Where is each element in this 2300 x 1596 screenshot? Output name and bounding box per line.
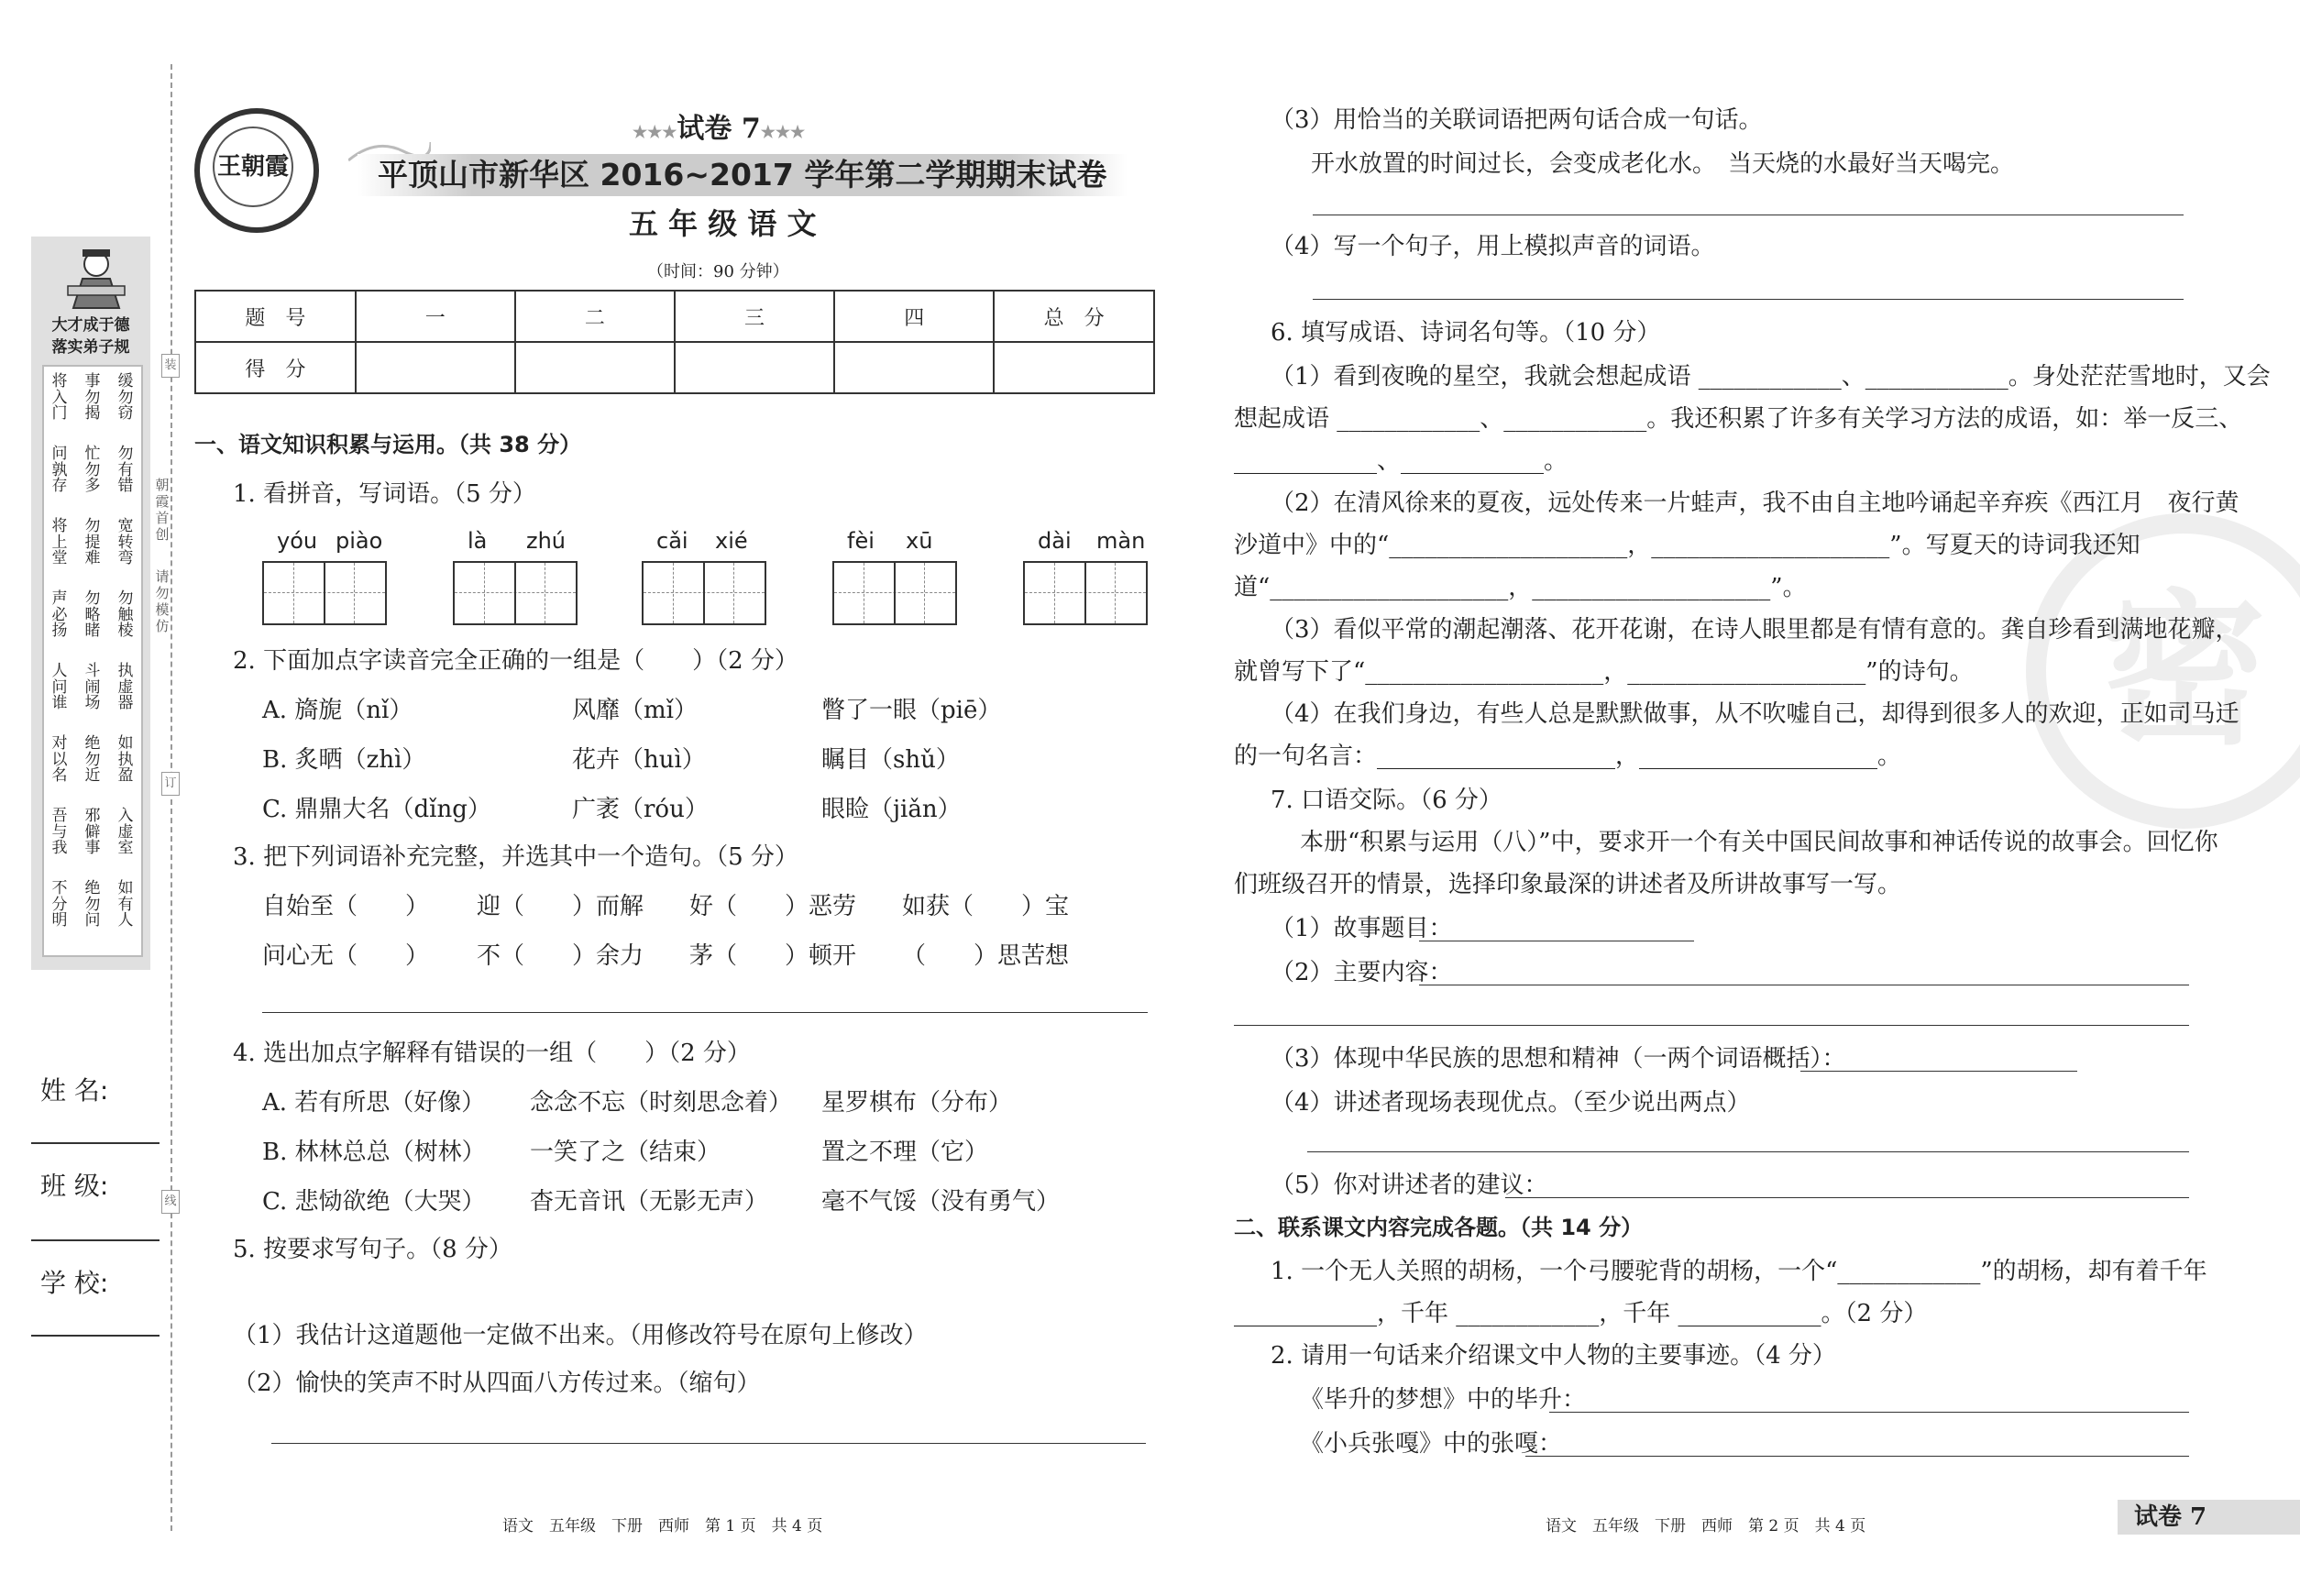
score-header-cell: 二 bbox=[515, 291, 675, 342]
motto-column: 问孰存 bbox=[51, 445, 68, 495]
motto-column: 忙勿多 bbox=[84, 445, 101, 495]
writing-grid[interactable] bbox=[1023, 561, 1148, 625]
pinyin-syllable: dài bbox=[1038, 528, 1072, 554]
q4-option: C. 悲恸欲绝（大哭） bbox=[262, 1188, 486, 1216]
motto-column: 人问谁 bbox=[51, 662, 68, 712]
q7-2-answer-line-2[interactable] bbox=[1234, 1025, 2189, 1026]
side-note-1: 朝霞首创 bbox=[155, 477, 170, 543]
q3-item: 问心无（ ） bbox=[262, 942, 430, 970]
writing-grid[interactable] bbox=[642, 561, 766, 625]
question-5-2: （2）愉快的笑声不时从四面八方传过来。（缩句） bbox=[233, 1370, 761, 1397]
binding-mark-3: 线 bbox=[161, 1190, 180, 1214]
motto-column: 不分明 bbox=[51, 879, 68, 930]
q3-item: 好（ ）恶劳 bbox=[689, 893, 857, 920]
q6-1-line-b: 想起成语 ____________、____________。我还积累了许多有关学习方法的成语，如：举一反三、 bbox=[1234, 405, 2243, 433]
motto-column: 声必扬 bbox=[51, 589, 68, 640]
s2-q2-2-answer-line[interactable] bbox=[1525, 1456, 2189, 1457]
motto-column: 缓勿窃 bbox=[117, 372, 134, 423]
motto-column: 如执盈 bbox=[117, 734, 134, 785]
q7-3-answer-line[interactable] bbox=[1800, 1071, 2077, 1072]
motto-column: 绝勿问 bbox=[84, 879, 101, 930]
question-2: 2. 下面加点字读音完全正确的一组是（ ）（2 分） bbox=[233, 647, 798, 675]
score-cell[interactable] bbox=[834, 342, 994, 393]
q3-item: 如获（ ）宝 bbox=[902, 893, 1070, 920]
q7-intro-a: 本册“积累与运用（八）”中，要求开一个有关中国民间故事和神话传说的故事会。回忆你 bbox=[1300, 829, 2218, 856]
motto-column: 执虚器 bbox=[117, 662, 134, 712]
writing-grid[interactable] bbox=[832, 561, 957, 625]
s2-q2-1-answer-line[interactable] bbox=[1549, 1412, 2189, 1413]
q6-1-line-c: ____________、____________。 bbox=[1234, 447, 1568, 475]
q4-option: 念念不忘（时刻思念着） bbox=[530, 1089, 793, 1117]
motto-column: 如有人 bbox=[117, 879, 134, 930]
writing-grid[interactable] bbox=[262, 561, 387, 625]
publisher-logo: 王朝霞 bbox=[194, 108, 319, 233]
q7-3: （3）体现中华民族的思想和精神（一两个词语概括）： bbox=[1271, 1045, 1846, 1073]
pinyin-syllable: zhú bbox=[526, 528, 567, 554]
q3-item: 迎（ ）而解 bbox=[477, 893, 644, 920]
s2-question-2: 2. 请用一句话来介绍课文中人物的主要事迹。（4 分） bbox=[1271, 1342, 1836, 1370]
binding-mark-1: 装 bbox=[161, 354, 180, 378]
question-7: 7. 口语交际。（6 分） bbox=[1271, 787, 1502, 814]
motto-table bbox=[42, 365, 143, 957]
q4-option: A. 若有所思（好像） bbox=[262, 1089, 486, 1117]
exam-time: （时间：90 分钟） bbox=[647, 262, 789, 281]
motto-column: 对以名 bbox=[51, 734, 68, 785]
motto-column: 将上堂 bbox=[51, 517, 68, 567]
q7-5: （5）你对讲述者的建议： bbox=[1271, 1172, 1548, 1199]
q2-option-b-1: B. 炙晒（zhì） bbox=[262, 746, 426, 774]
motto-column: 勿有错 bbox=[117, 445, 134, 495]
q2-option-c-1: C. 鼎鼎大名（dǐng） bbox=[262, 796, 491, 823]
school-field[interactable] bbox=[31, 1335, 160, 1337]
name-label: 姓 名: bbox=[40, 1075, 109, 1106]
score-header-cell: 一 bbox=[356, 291, 515, 342]
q6-3-line-a: （3）看似平常的潮起潮落、花开花谢，在诗人眼里都是有情有意的。龚自珍看到满地花瓣， bbox=[1271, 616, 2239, 644]
confidential-seal: 密 bbox=[2026, 513, 2300, 829]
exam-title: 平顶山市新华区 2016~2017 学年第二学期期末试卷 bbox=[378, 157, 1107, 193]
q7-1: （1）故事题目： bbox=[1271, 915, 1453, 942]
q3-answer-line[interactable] bbox=[262, 1012, 1148, 1013]
binding-line bbox=[171, 64, 172, 1531]
pinyin-syllable: cǎi bbox=[656, 528, 688, 554]
pinyin-syllable: xū bbox=[906, 528, 933, 554]
pinyin-syllable: yóu bbox=[277, 528, 318, 554]
section-1-heading: 一、语文知识积累与运用。（共 38 分） bbox=[194, 432, 582, 457]
q2-option-b-2: 花卉（huì） bbox=[572, 746, 706, 774]
question-5-4: （4）写一个句子，用上模拟声音的词语。 bbox=[1271, 233, 1715, 260]
slogan-1: 大才成于德 bbox=[51, 316, 130, 335]
q4-option: 一笑了之（结束） bbox=[530, 1139, 721, 1166]
question-4: 4. 选出加点字解释有错误的一组（ ）（2 分） bbox=[233, 1040, 751, 1067]
question-5: 5. 按要求写句子。（8 分） bbox=[233, 1236, 512, 1263]
q2-option-c-3: 眼睑（jiǎn） bbox=[821, 796, 962, 823]
q3-item: 自始至（ ） bbox=[262, 893, 430, 920]
section-2-heading: 二、联系课文内容完成各题。（共 14 分） bbox=[1234, 1215, 1644, 1240]
score-cell[interactable] bbox=[515, 342, 675, 393]
q4-option: B. 林林总总（树林） bbox=[262, 1139, 486, 1166]
q4-option: 毫不气馁（没有勇气） bbox=[821, 1188, 1061, 1216]
q7-5-answer-line[interactable] bbox=[1505, 1197, 2189, 1198]
motto-column: 吾与我 bbox=[51, 807, 68, 857]
motto-column: 入虚室 bbox=[117, 807, 134, 857]
motto-column: 斗闹场 bbox=[84, 662, 101, 712]
q4-option: 置之不理（它） bbox=[821, 1139, 989, 1166]
s2-question-1-a: 1. 一个无人关照的胡杨，一个弓腰驼背的胡杨，一个“____________”的胡杨，却有着千年 bbox=[1271, 1258, 2207, 1285]
q6-3-line-b: 就曾写下了“____________________，____________________”的诗句。 bbox=[1234, 658, 1974, 686]
q2-option-a-2: 风靡（mǐ） bbox=[572, 697, 698, 724]
pinyin-syllable: piào bbox=[336, 528, 383, 554]
page-2-footer: 语文 五年级 下册 西师 第 2 页 共 4 页 bbox=[1546, 1517, 1866, 1535]
question-6: 6. 填写成语、诗词名句等。（10 分） bbox=[1271, 319, 1661, 347]
score-row-label: 得 分 bbox=[195, 342, 356, 393]
school-label: 学 校: bbox=[40, 1268, 109, 1298]
q6-2-line-a: （2）在清风徐来的夏夜，远处传来一片蛙声，我不由自主地吟诵起辛弃疾《西江月 夜行黄 bbox=[1271, 490, 2239, 517]
pinyin-syllable: màn bbox=[1096, 528, 1146, 554]
binding-mark-2: 订 bbox=[161, 772, 180, 796]
pinyin-syllable: xié bbox=[715, 528, 748, 554]
pinyin-syllable: là bbox=[468, 528, 488, 554]
exam-subject: 五 年 级 语 文 bbox=[629, 206, 817, 241]
motto-column: 勿略睹 bbox=[84, 589, 101, 640]
q7-4-answer-line[interactable] bbox=[1307, 1151, 2189, 1152]
q6-1-line-a: （1）看到夜晚的星空，我就会想起成语 ____________、____________。身处茫茫雪地时，又会 bbox=[1271, 363, 2271, 391]
q3-item: 茅（ ）顿开 bbox=[689, 942, 857, 970]
slogan-2: 落实弟子规 bbox=[51, 338, 130, 357]
s2-q2-item-2: 《小兵张嘎》中的张嘎： bbox=[1300, 1430, 1563, 1458]
q7-2: （2）主要内容： bbox=[1271, 959, 1453, 986]
motto-column: 宽转弯 bbox=[117, 517, 134, 567]
class-label: 班 级: bbox=[40, 1171, 109, 1201]
question-1: 1. 看拼音，写词语。（5 分） bbox=[233, 480, 536, 508]
q2-option-a-1: A. 旖旎（nǐ） bbox=[262, 697, 413, 724]
s2-q2-item-1: 《毕升的梦想》中的毕升： bbox=[1300, 1386, 1587, 1414]
motto-column: 邪僻事 bbox=[84, 807, 101, 857]
motto-column: 绝勿近 bbox=[84, 734, 101, 785]
series-label: ★★★试卷 7★★★ bbox=[633, 113, 806, 145]
q4-option: 杳无音讯（无影无声） bbox=[530, 1188, 769, 1216]
score-cell[interactable] bbox=[675, 342, 834, 393]
s2-question-1-b: ____________，千年 ____________，千年 ____________。（2 分） bbox=[1234, 1300, 1928, 1327]
class-field[interactable] bbox=[31, 1239, 160, 1241]
motto-column: 将入门 bbox=[51, 372, 68, 423]
corner-series-label: 试卷 7 bbox=[2134, 1503, 2207, 1531]
q7-intro-b: 们班级召开的情景，选择印象最深的讲述者及所讲故事写一写。 bbox=[1234, 871, 1902, 898]
q2-option-c-2: 广袤（róu） bbox=[572, 796, 709, 823]
side-note-2: 请勿模仿 bbox=[155, 568, 170, 634]
motto-column: 勿触棱 bbox=[117, 589, 134, 640]
page-1-footer: 语文 五年级 下册 西师 第 1 页 共 4 页 bbox=[502, 1517, 823, 1535]
pinyin-syllable: fèi bbox=[847, 528, 875, 554]
q5-4-answer-line[interactable] bbox=[1313, 299, 2184, 300]
q6-2-line-b: 沙道中》中的“____________________，____________________”。写夏天的诗词我还知 bbox=[1234, 532, 2140, 559]
name-field[interactable] bbox=[31, 1142, 160, 1144]
q6-4-line-b: 的一句名言：____________________，____________________。 bbox=[1234, 743, 1902, 770]
motto-column: 事勿揭 bbox=[84, 372, 101, 423]
q5-3-text: 开水放置的时间过长，会变成老化水。 当天烧的水最好当天喝完。 bbox=[1311, 150, 2015, 178]
score-header-cell: 四 bbox=[834, 291, 994, 342]
writing-grid[interactable] bbox=[453, 561, 578, 625]
q3-item: 不（ ）余力 bbox=[477, 942, 644, 970]
question-3: 3. 把下列词语补充完整，并选其中一个造句。（5 分） bbox=[233, 843, 798, 871]
motto-column: 勿提难 bbox=[84, 517, 101, 567]
q7-4: （4）讲述者现场表现优点。（至少说出两点） bbox=[1271, 1089, 1751, 1117]
question-5-3: （3）用恰当的关联词语把两句话合成一句话。 bbox=[1271, 106, 1763, 134]
q3-item: （ ）思苦想 bbox=[902, 942, 1070, 970]
q5-2-answer-line[interactable] bbox=[271, 1443, 1146, 1444]
score-table bbox=[194, 290, 1155, 394]
q2-option-b-3: 瞩目（shǔ） bbox=[821, 746, 960, 774]
score-cell[interactable] bbox=[356, 342, 515, 393]
scholar-illustration bbox=[55, 246, 138, 310]
q2-option-a-3: 瞥了一眼（piē） bbox=[821, 697, 1002, 724]
score-header-cell: 总 分 bbox=[994, 291, 1154, 342]
q4-option: 星罗棋布（分布） bbox=[821, 1089, 1013, 1117]
score-cell[interactable] bbox=[994, 342, 1154, 393]
question-5-1: （1）我估计这道题他一定做不出来。（用修改符号在原句上修改） bbox=[233, 1322, 928, 1349]
score-header-cell: 题 号 bbox=[195, 291, 356, 342]
q6-2-line-c: 道“____________________，____________________”。 bbox=[1234, 574, 1807, 601]
q6-4-line-a: （4）在我们身边，有些人总是默默做事，从不吹嘘自己，却得到很多人的欢迎，正如司马迁 bbox=[1271, 700, 2239, 728]
score-header-cell: 三 bbox=[675, 291, 834, 342]
